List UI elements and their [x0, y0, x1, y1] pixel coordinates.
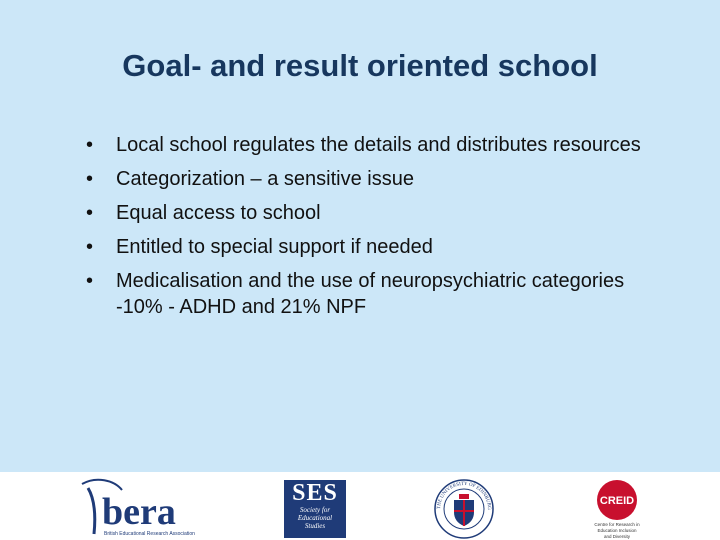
bullet-dot: •: [86, 270, 94, 292]
logo-footer: [0, 472, 720, 540]
ses-line-3: Studies: [304, 522, 326, 530]
bullet-dot: •: [86, 134, 94, 156]
bullet-dot: •: [86, 236, 94, 258]
bullet-text: Equal access to school: [116, 202, 321, 224]
creid-line-3: and Diversity: [603, 534, 631, 539]
bullet-item: [84, 234, 664, 260]
bullet-text: Entitled to special support if needed: [116, 236, 433, 258]
ses-line-2: Educational: [297, 514, 333, 522]
bullet-item: [84, 166, 664, 192]
creid-line-1: Centre for Research in: [594, 522, 640, 527]
bera-logo: [78, 478, 208, 538]
bera-subtitle: British Educational Research Association: [104, 531, 195, 537]
slide-title: Goal- and result oriented school: [122, 48, 598, 83]
creid-line-2: Education Inclusion: [597, 528, 637, 533]
ses-logo: [284, 480, 346, 538]
ses-line-1: Society for: [299, 506, 331, 514]
bera-swoosh-stem: [88, 488, 95, 534]
bullet-text: Medicalisation and the use of neuropsychiatric categories -10% - ADHD and 21% NPF: [116, 270, 625, 318]
university-seal: [432, 478, 496, 540]
bullet-list: [84, 132, 664, 328]
bullet-text: Local school regulates the details and distributes resources: [116, 134, 641, 156]
bullet-dot: •: [86, 202, 94, 224]
seal-book: [459, 494, 469, 499]
bullet-text: Categorization – a sensitive issue: [116, 168, 414, 190]
bullet-item: [84, 132, 664, 158]
creid-wordmark: CREID: [599, 495, 635, 507]
ses-wordmark: SES: [292, 480, 338, 506]
bullet-item: [84, 200, 664, 226]
seal-text: THE UNIVERSITY OF EDINBURG: [436, 481, 492, 510]
bullet-dot: •: [86, 168, 94, 190]
bera-wordmark: bera: [102, 491, 176, 533]
bullet-item: [84, 268, 664, 320]
creid-logo: [582, 478, 652, 540]
